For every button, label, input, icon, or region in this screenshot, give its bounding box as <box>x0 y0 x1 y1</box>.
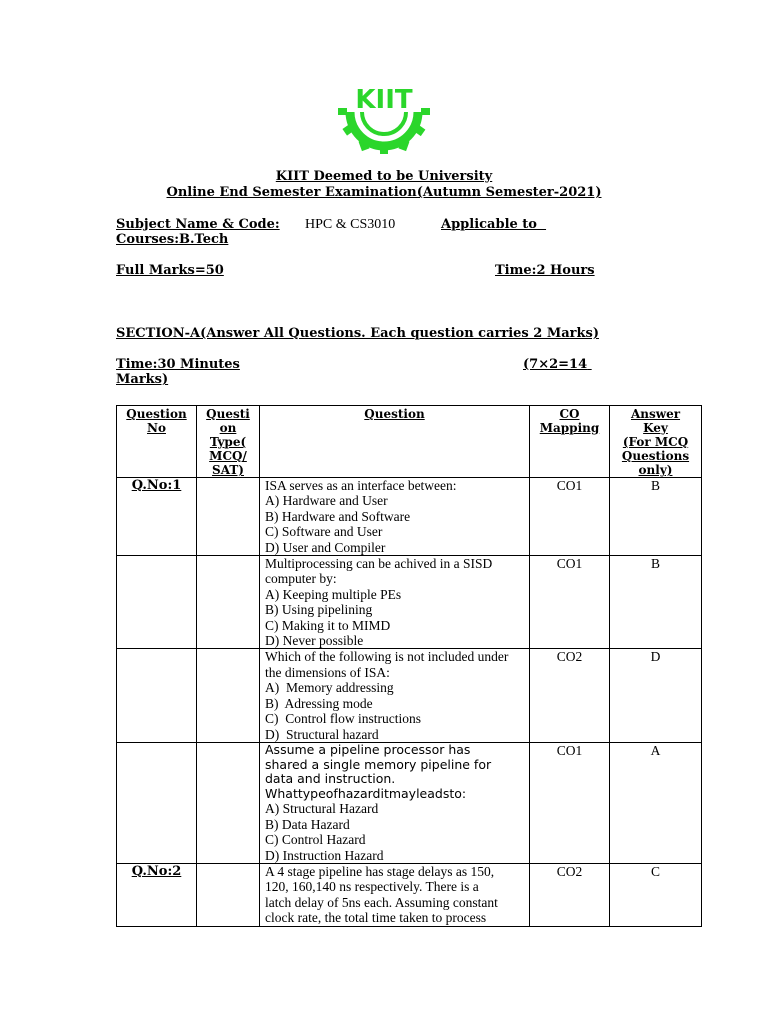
exam-time: Time:2 Hours <box>495 263 595 278</box>
section-title: SECTION-A(Answer All Questions. Each question carries 2 Marks) <box>116 326 599 341</box>
full-marks: Full Marks=50 <box>116 263 224 278</box>
table-row <box>117 863 702 926</box>
applicable-label: Applicable to <box>441 217 537 232</box>
answer-key: C <box>610 863 702 926</box>
kiit-logo <box>336 82 432 154</box>
subject-label: Subject Name & Code: <box>116 217 280 232</box>
section-marks: (7×2=14 <box>523 357 588 372</box>
question-no <box>117 742 197 863</box>
question-no: Q.No:1 <box>117 478 197 556</box>
co-mapping: CO1 <box>530 478 610 556</box>
header-answer-key: Answer Key (For MCQ Questions only) <box>610 406 702 478</box>
answer-key: B <box>610 478 702 556</box>
question-no <box>117 649 197 742</box>
subject-value: HPC & CS3010 <box>305 217 396 232</box>
answer-key: A <box>610 742 702 863</box>
question-text: A 4 stage pipeline has stage delays as 150, 120, 160,140 ns respectively. There is a latch delay of 5ns each. Assuming constant clock rate, the total time taken to process <box>260 863 530 926</box>
question-no <box>117 556 197 649</box>
question-type <box>197 556 260 649</box>
header-question: Question <box>260 406 530 478</box>
question-type <box>197 742 260 863</box>
question-type <box>197 478 260 556</box>
table-row <box>117 478 702 556</box>
header-question-no: Question No <box>117 406 197 478</box>
co-mapping: CO2 <box>530 649 610 742</box>
exam-title: Online End Semester Examination(Autumn Semester-2021) <box>166 185 602 200</box>
question-text: Multiprocessing can be achived in a SISD computer by: A) Keeping multiple PEs B) Using pipelining C) Making it to MIMD D) Never possible <box>260 556 530 649</box>
question-text: ISA serves as an interface between: A) Hardware and User B) Hardware and Software C) Software and User D) User and Compiler <box>260 478 530 556</box>
answer-key: B <box>610 556 702 649</box>
header-question-type: Questi on Type( MCQ/ SAT) <box>197 406 260 478</box>
question-text: Assume a pipeline processor has shared a single memory pipeline for data and instruction. Whattypeofhazarditmayleadsto: A) Structural Hazard B) Data Hazard C) Control Hazard D) Instruction Hazard <box>260 742 530 863</box>
university-title: KIIT Deemed to be University <box>275 169 493 184</box>
section-time: Time:30 Minutes <box>116 357 240 372</box>
question-type <box>197 863 260 926</box>
table-header-row <box>117 406 702 478</box>
table-row <box>117 556 702 649</box>
header-co-mapping: CO Mapping <box>530 406 610 478</box>
question-text: Which of the following is not included under the dimensions of ISA: A) Memory addressing B) Adressing mode C) Control flow instructions D) Structural hazard <box>260 649 530 742</box>
co-mapping: CO2 <box>530 863 610 926</box>
co-mapping: CO1 <box>530 742 610 863</box>
courses-label: Courses:B.Tech <box>116 232 229 247</box>
co-mapping: CO1 <box>530 556 610 649</box>
question-no: Q.No:2 <box>117 863 197 926</box>
table-row <box>117 649 702 742</box>
logo-text: KIIT <box>355 85 413 115</box>
question-type <box>197 649 260 742</box>
answer-key: D <box>610 649 702 742</box>
question-table <box>116 405 702 927</box>
table-row <box>117 742 702 863</box>
section-marks-cont: Marks) <box>116 372 169 387</box>
